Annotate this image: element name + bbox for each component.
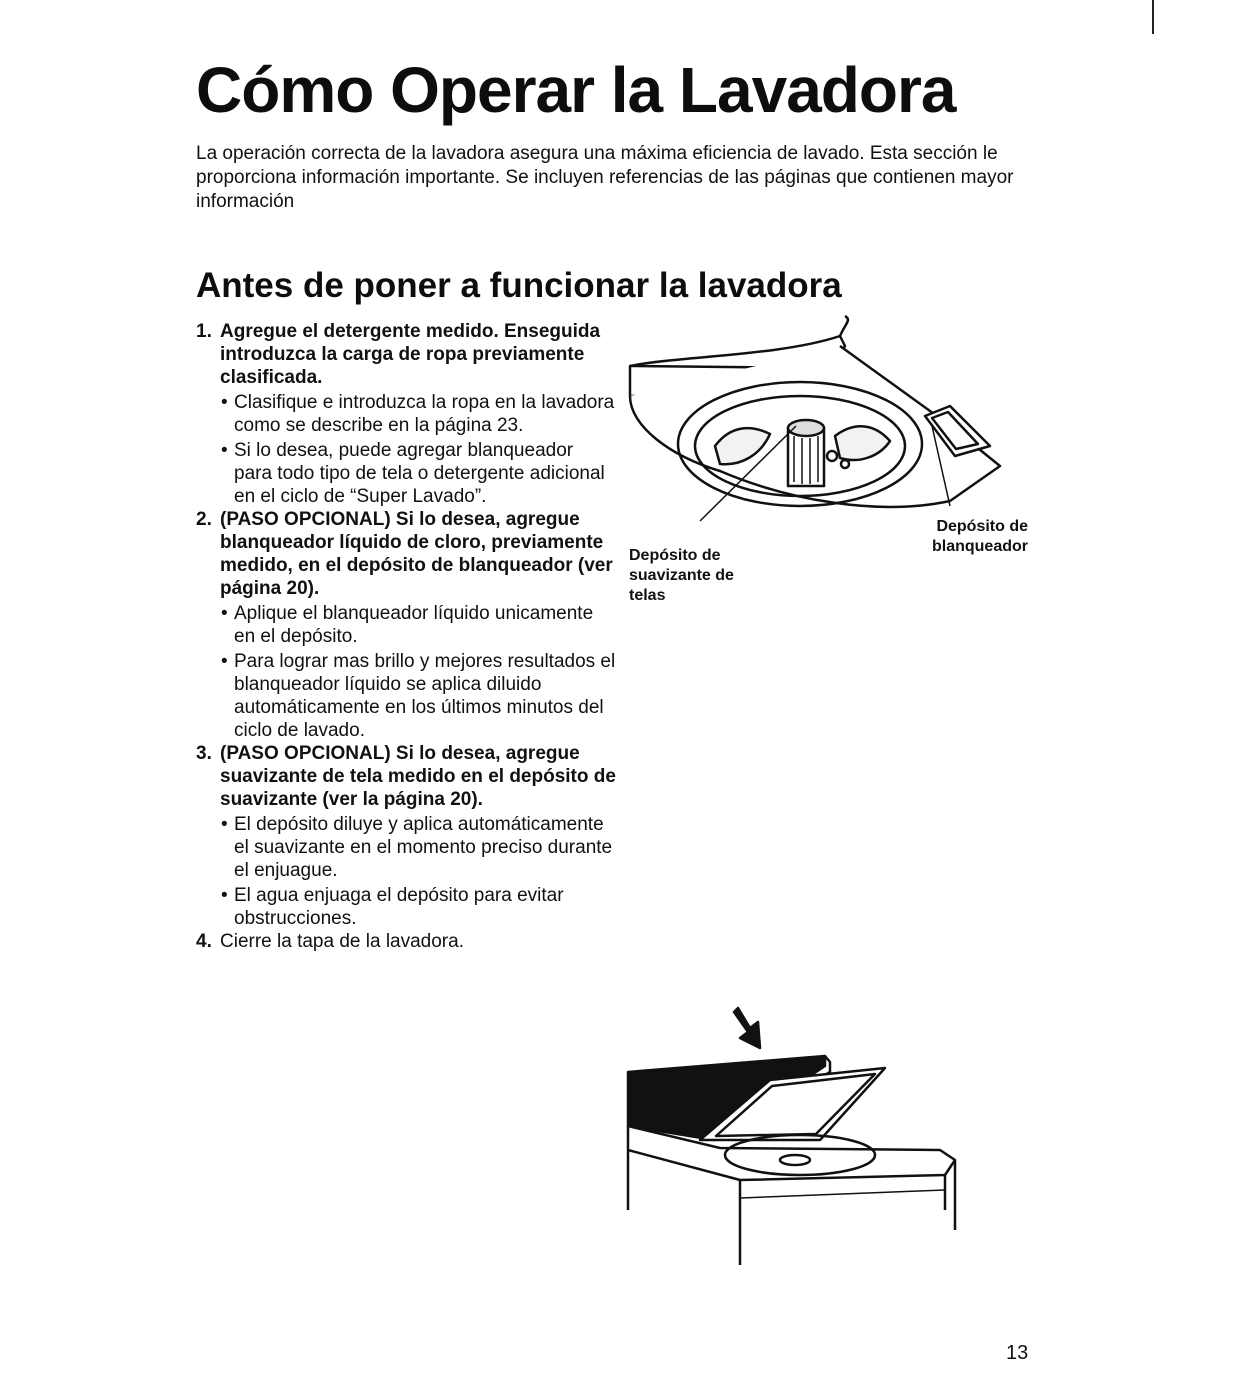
steps-list	[196, 320, 616, 953]
step-number: 4.	[196, 931, 212, 952]
bullet-item: • Aplique el blanqueador líquido unicamente en el depósito.	[234, 602, 616, 648]
page-edge-mark	[1152, 0, 1154, 34]
bullet-list	[220, 813, 616, 930]
step-number: 2.	[196, 509, 212, 530]
step-1	[196, 320, 616, 508]
bullet-item: • El agua enjuaga el depósito para evitar obstrucciones.	[234, 884, 616, 930]
step-2	[196, 508, 616, 742]
step-4	[196, 930, 616, 953]
washer-lid-closing-illustration	[620, 1000, 965, 1280]
step-heading: (PASO OPCIONAL) Si lo desea, agregue suavizante de tela medido en el depósito de suavizante (ver la página 20).	[220, 743, 616, 810]
step-number: 3.	[196, 743, 212, 764]
step-number: 1.	[196, 321, 212, 342]
bullet-item: • Si lo desea, puede agregar blanqueador para todo tipo de tela o detergente adicional en el ciclo de “Super Lavado”.	[234, 439, 616, 508]
softener-dispenser-callout: Depósito de suavizante de telas	[629, 547, 734, 604]
bullet-list	[220, 602, 616, 742]
step-heading: Agregue el detergente medido. Enseguida introduzca la carga de ropa previamente clasificada.	[220, 321, 601, 388]
bullet-item: • El depósito diluye y aplica automáticamente el suavizante en el momento preciso durante el enjuague.	[234, 813, 616, 882]
section-title: Antes de poner a funcionar la lavadora	[196, 266, 842, 305]
page-title: Cómo Operar la Lavadora	[196, 54, 956, 126]
bullet-item: • Clasifique e introduzca la ropa en la lavadora como se describe en la página 23.	[234, 391, 616, 437]
step-3	[196, 742, 616, 930]
bullet-list	[220, 391, 616, 508]
intro-paragraph: La operación correcta de la lavadora asegura una máxima eficiencia de lavado. Esta sección le proporciona información importante. Se incluyen referencias de las páginas que contienen mayor información	[196, 143, 1014, 212]
page-number: 13	[1006, 1342, 1029, 1364]
step-text: Cierre la tapa de la lavadora.	[220, 931, 464, 952]
washer-tub-illustration	[620, 306, 1040, 536]
step-heading: (PASO OPCIONAL) Si lo desea, agregue blanqueador líquido de cloro, previamente medido, en el depósito de blanqueador (ver página 20).	[220, 509, 613, 599]
bullet-item: • Para lograr mas brillo y mejores resultados el blanqueador líquido se aplica diluido automáticamente en los últimos minutos del ciclo de lavado.	[234, 650, 616, 742]
bleach-dispenser-callout: Depósito de blanqueador	[931, 518, 1028, 555]
